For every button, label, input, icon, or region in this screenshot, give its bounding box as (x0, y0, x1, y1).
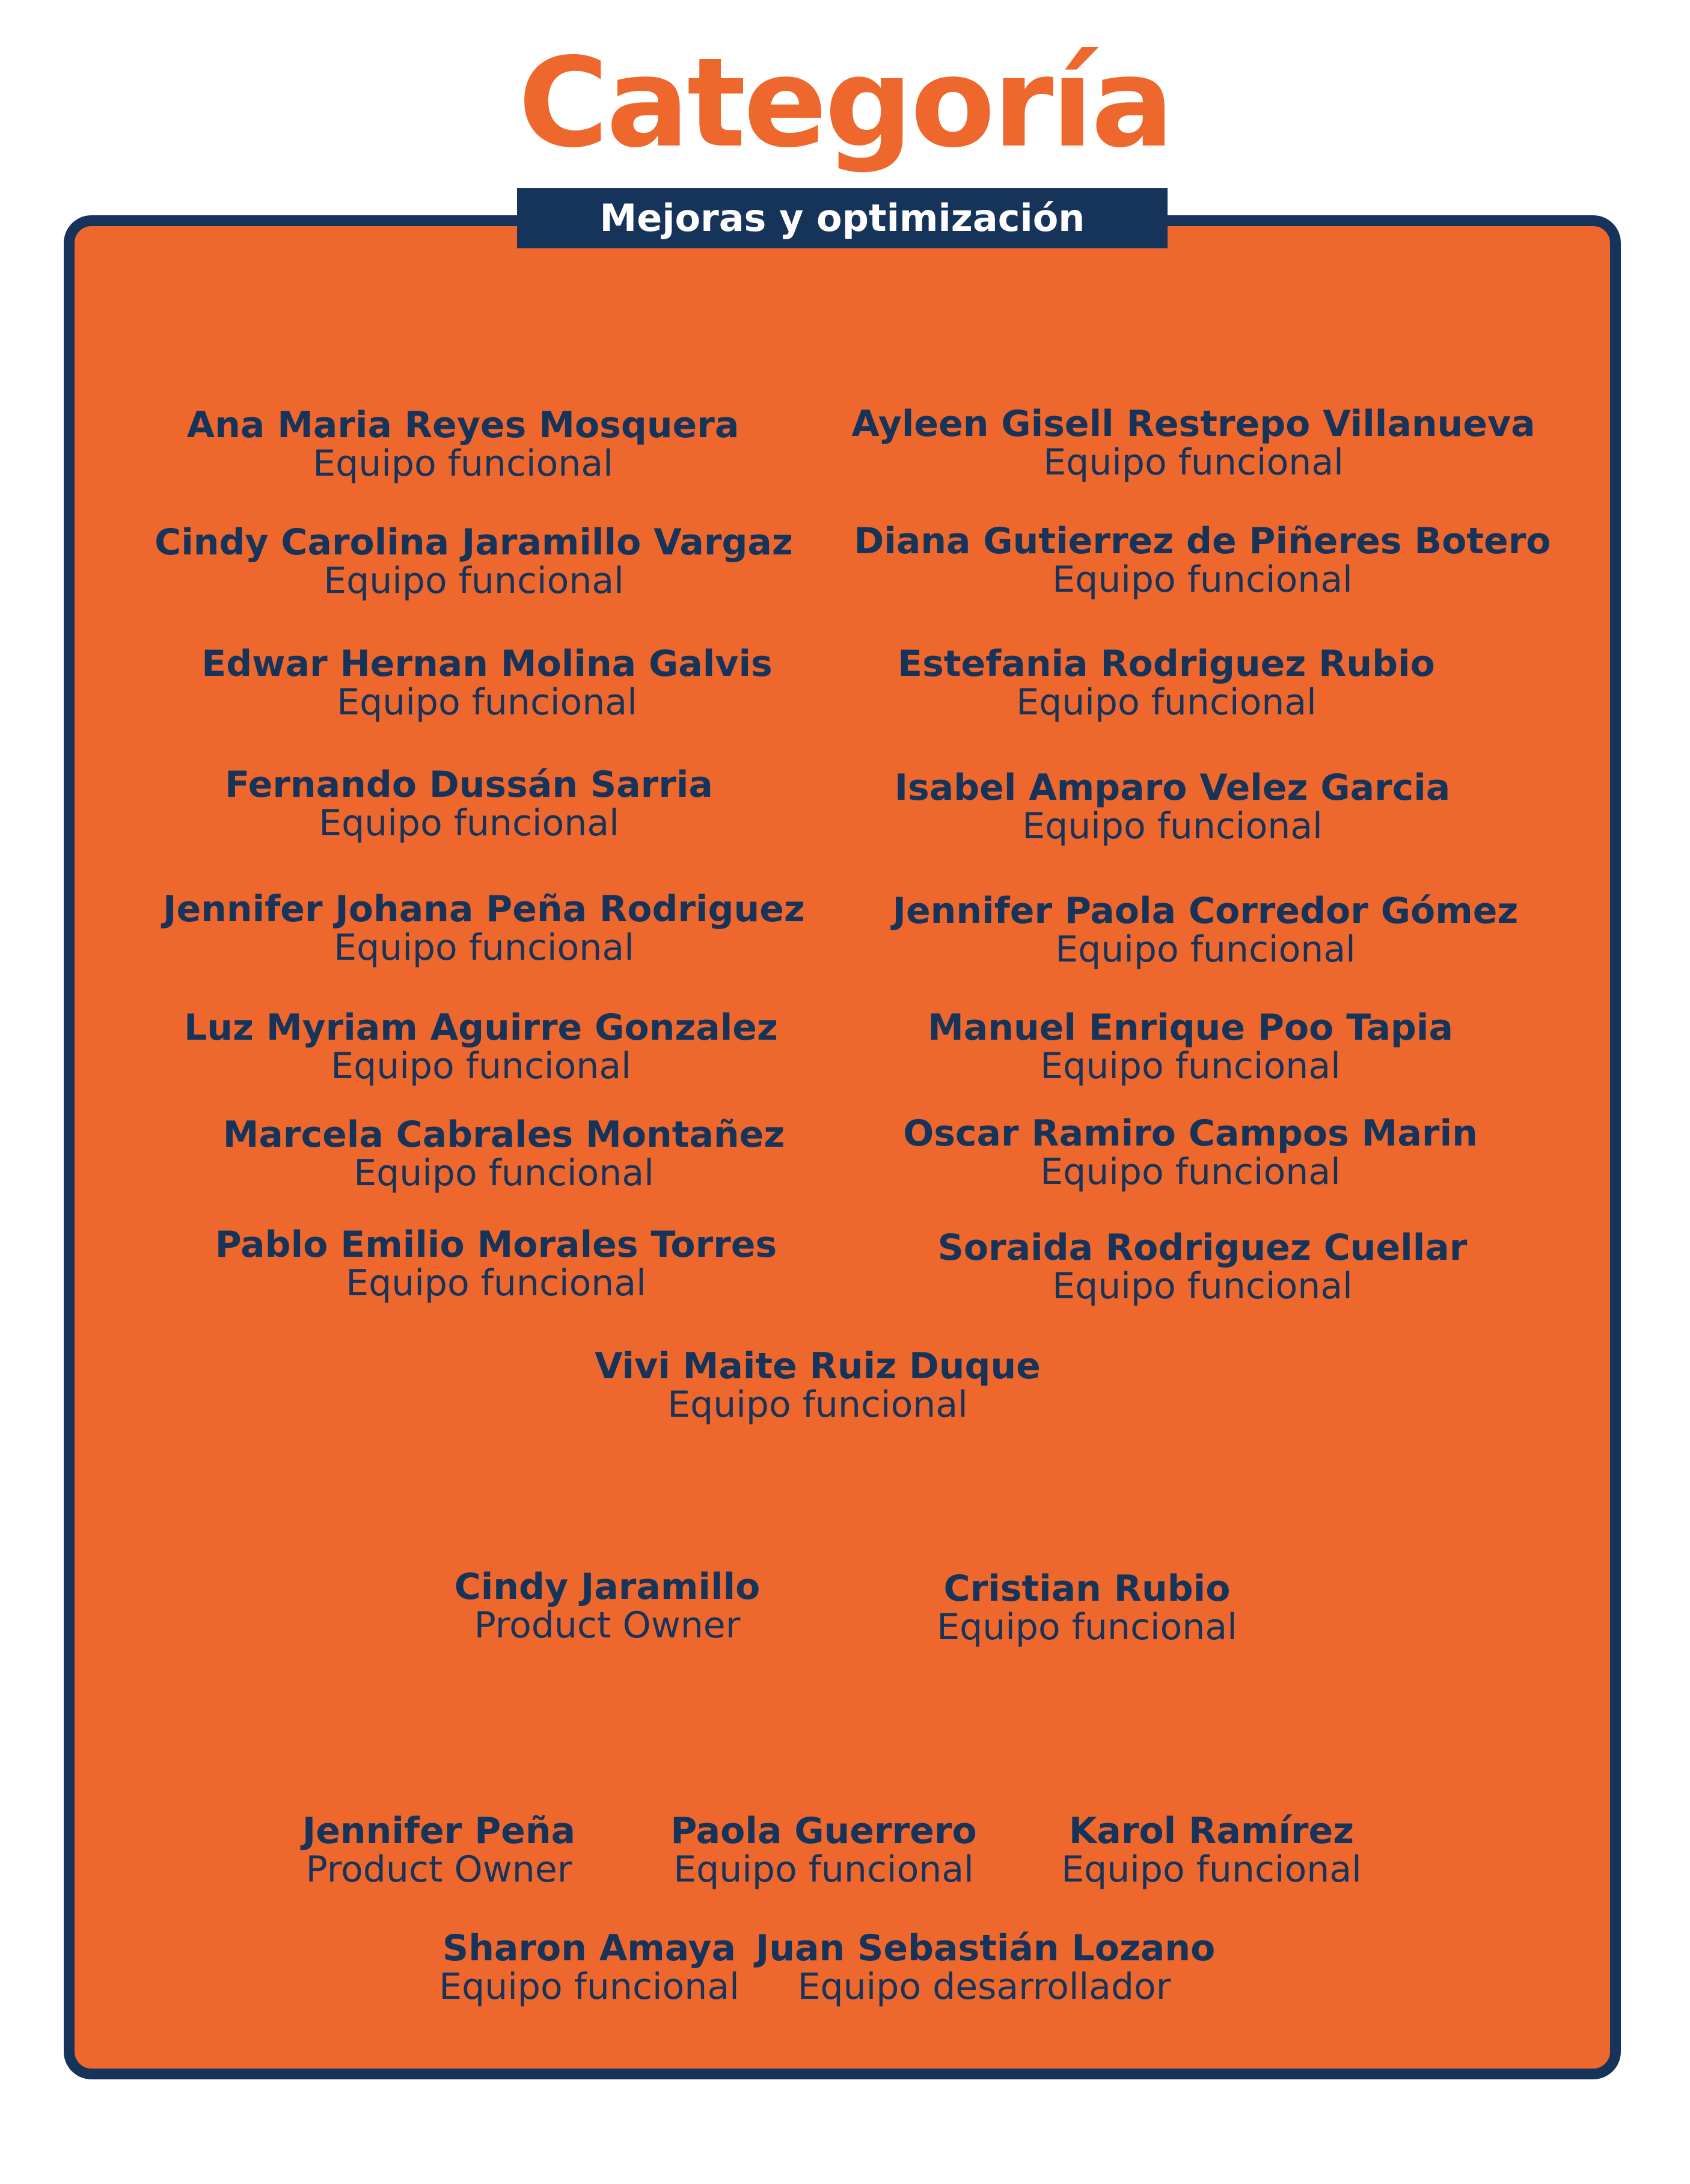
member-card (812, 522, 1593, 599)
member-card (776, 645, 1557, 722)
member-card (72, 406, 854, 483)
member-card (379, 1568, 836, 1645)
member-role: Equipo funcional (1043, 441, 1344, 483)
member-name: Sharon Amaya (442, 1927, 736, 1969)
member-name: Fernando Dussán Sarria (225, 764, 713, 806)
member-card (96, 645, 878, 722)
member-card (756, 1927, 1216, 2008)
member-name: Luz Myriam Aguirre Gonzalez (184, 1007, 778, 1049)
member-role: Equipo funcional (439, 1966, 739, 2008)
member-card (859, 1569, 1315, 1646)
member-role: Equipo funcional (331, 1045, 631, 1087)
member-name: Paola Guerrero (670, 1810, 977, 1852)
member-role: Equipo funcional (1061, 1848, 1362, 1891)
member-card (427, 1347, 1208, 1424)
member-role: Equipo funcional (1055, 928, 1356, 971)
member-name: Karol Ramírez (1068, 1810, 1355, 1852)
member-name: Marcela Cabrales Montañez (222, 1114, 785, 1156)
member-card (983, 1812, 1440, 1889)
member-role: Product Owner (305, 1848, 572, 1891)
member-card (83, 523, 865, 600)
member-role: Equipo funcional (1040, 1045, 1341, 1087)
member-role: Equipo funcional (319, 802, 619, 844)
member-card (78, 765, 860, 842)
member-name: Isabel Amparo Velez Garcia (894, 767, 1451, 809)
member-role: Product Owner (474, 1604, 741, 1646)
member-card (90, 1008, 872, 1085)
member-role: Equipo funcional (346, 1262, 646, 1304)
member-role: Equipo funcional (334, 927, 634, 969)
member-role: Equipo funcional (337, 681, 637, 723)
member-card (105, 1225, 887, 1302)
page-title: Categoría (518, 32, 1172, 175)
member-role: Equipo funcional (1022, 805, 1323, 847)
member-role: Equipo funcional (354, 1152, 654, 1194)
member-name: Ayleen Gisell Restrepo Villanueva (851, 403, 1535, 445)
member-role: Equipo funcional (323, 560, 624, 602)
member-name: Pablo Emilio Morales Torres (215, 1224, 777, 1266)
member-card (812, 1228, 1593, 1305)
member-role: Equipo funcional (937, 1606, 1237, 1648)
member-name: Soraida Rodriguez Cuellar (937, 1227, 1468, 1269)
member-name: Diana Gutierrez de Piñeres Botero (854, 520, 1551, 562)
member-name: Cindy Jaramillo (454, 1566, 761, 1608)
member-role: Equipo funcional (1052, 559, 1353, 601)
member-card (782, 768, 1563, 845)
member-name: Jennifer Peña (302, 1810, 576, 1852)
member-card (93, 890, 875, 967)
member-name: Juan Sebastián Lozano (756, 1927, 1216, 1969)
member-name: Cindy Carolina Jaramillo Vargaz (155, 521, 793, 563)
member-role: Equipo funcional (1016, 681, 1317, 723)
member-role: Equipo funcional (667, 1384, 968, 1426)
member-role: Equipo funcional (673, 1848, 974, 1891)
category-banner: Mejoras y optimización (517, 188, 1168, 248)
member-role: Equipo funcional (1040, 1151, 1341, 1193)
member-card (815, 892, 1596, 969)
member-name: Edwar Hernan Molina Galvis (201, 643, 773, 685)
member-name: Manuel Enrique Poo Tapia (928, 1007, 1453, 1049)
member-name: Ana Maria Reyes Mosquera (186, 404, 739, 446)
member-name: Estefania Rodriguez Rubio (898, 643, 1435, 685)
member-card (800, 1008, 1581, 1085)
member-card (800, 1114, 1581, 1191)
member-name: Vivi Maite Ruiz Duque (595, 1345, 1041, 1387)
member-role: Equipo funcional (1052, 1265, 1353, 1307)
member-name: Jennifer Johana Peña Rodriguez (163, 888, 805, 930)
member-role: Equipo funcional (313, 443, 613, 485)
member-name: Jennifer Paola Corredor Gómez (892, 890, 1519, 932)
member-name: Cristian Rubio (943, 1568, 1231, 1610)
member-card (361, 1929, 818, 2006)
member-card (113, 1115, 895, 1192)
member-name: Oscar Ramiro Campos Marin (903, 1112, 1478, 1155)
member-role: Equipo desarrollador (797, 1966, 1171, 2008)
member-card (803, 405, 1584, 482)
